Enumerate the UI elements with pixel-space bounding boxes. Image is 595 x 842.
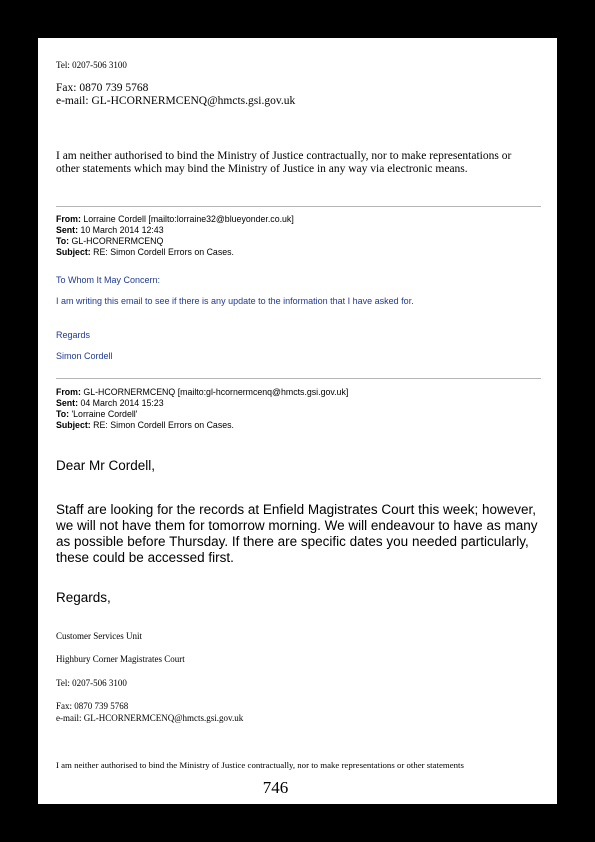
email2-body-line-3: as possible before Thursday. If there are specific dates you needed particularly, — [56, 534, 529, 549]
sig-fax: Fax: 0870 739 5768 — [56, 82, 149, 94]
email2-sent: Sent: 04 March 2014 15:23 — [56, 398, 164, 408]
disclaimer-line-2: other statements which may bind the Ministry of Justice in any way via electronic means. — [56, 163, 468, 175]
email1-signature: Simon Cordell — [56, 351, 113, 361]
email2-subject: Subject: RE: Simon Cordell Errors on Cases. — [56, 420, 234, 430]
email2-fax: Fax: 0870 739 5768 — [56, 701, 129, 711]
email1-subject: Subject: RE: Simon Cordell Errors on Cases. — [56, 247, 234, 257]
email1-greeting: To Whom It May Concern: — [56, 275, 161, 285]
email1-from-value: Lorraine Cordell [mailto:lorraine32@blueyonder.co.uk] — [83, 214, 294, 224]
email2-unit: Customer Services Unit — [56, 631, 142, 641]
divider — [56, 206, 541, 207]
email2-email: e-mail: GL-HCORNERMCENQ@hmcts.gsi.gov.uk — [56, 713, 244, 723]
email2-closing: Regards, — [56, 590, 111, 605]
email2-greeting: Dear Mr Cordell, — [56, 458, 156, 473]
email1-body: I am writing this email to see if there is any update to the information that I have asked for. — [56, 296, 414, 306]
divider — [56, 378, 541, 379]
email1-sent: Sent: 10 March 2014 12:43 — [56, 225, 164, 235]
email2-to: To: 'Lorraine Cordell' — [56, 409, 138, 419]
sig-email: e-mail: GL-HCORNERMCENQ@hmcts.gsi.gov.uk — [56, 95, 296, 107]
email2-disclaimer: I am neither authorised to bind the Ministry of Justice contractually, nor to make representations or other statements — [56, 760, 464, 770]
email2-body-line-2: we will not have them for tomorrow morning. We will endeavour to have as many — [56, 518, 538, 533]
email2-from: From: GL-HCORNERMCENQ [mailto:gl-hcornermcenq@hmcts.gsi.gov.uk] — [56, 387, 349, 397]
email1-from: From: Lorraine Cordell [mailto:lorraine32@blueyonder.co.uk] — [56, 214, 294, 224]
sig-tel: Tel: 0207-506 3100 — [56, 60, 127, 70]
email2-body-line-4: these could be accessed first. — [56, 550, 234, 565]
email2-tel: Tel: 0207-506 3100 — [56, 678, 127, 688]
page-number: 746 — [262, 778, 289, 797]
email1-to: To: GL-HCORNERMCENQ — [56, 236, 164, 246]
email1-closing: Regards — [56, 330, 91, 340]
disclaimer-line-1: I am neither authorised to bind the Ministry of Justice contractually, nor to make representations or — [56, 150, 512, 162]
document-page — [38, 38, 557, 804]
email2-court: Highbury Corner Magistrates Court — [56, 654, 185, 664]
email2-body-line-1: Staff are looking for the records at Enfield Magistrates Court this week; however, — [56, 502, 536, 517]
